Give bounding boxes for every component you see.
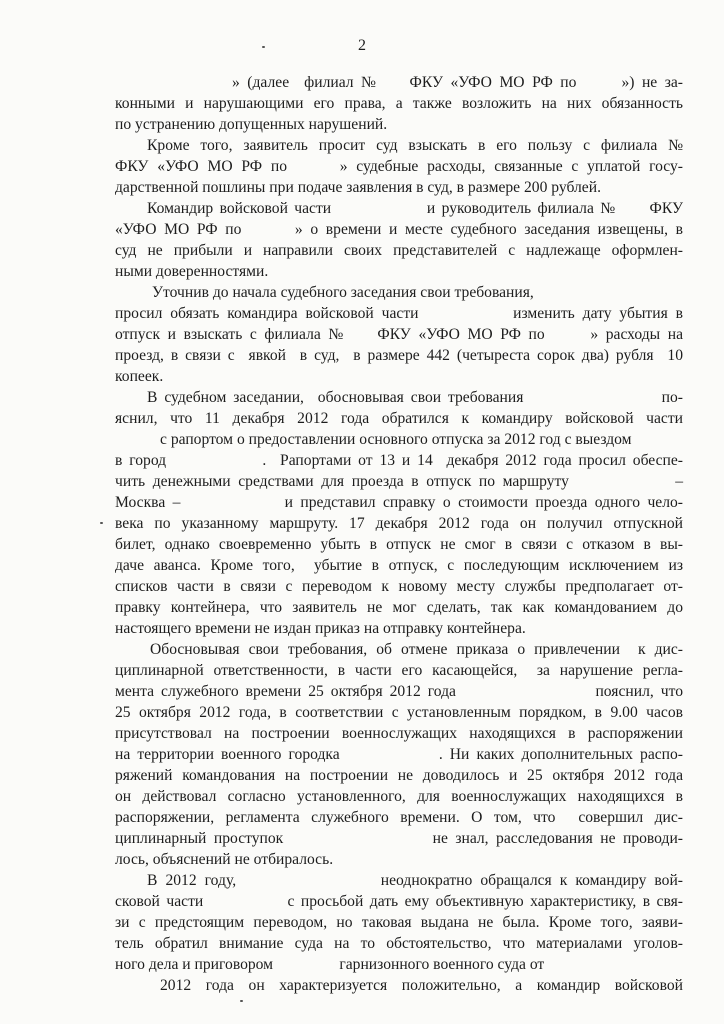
text-line: зи с предстоящим переводом, но таковая выдана не была. Кроме того, заяви- [115,914,683,931]
text-line: с рапортом о предоставлении основного отпуска за 2012 год с выездом [160,431,632,448]
text-line: настоящего времени не издан приказ на отправку контейнера. [115,620,526,637]
text-line: века по указанному маршруту. 17 декабря 2012 года он получил отпускной [115,515,683,532]
page-number: 2 [358,37,366,54]
text-line: присутствовал на построении военнослужащих находящихся в распоряжении [115,725,683,742]
text-line: В судебном заседании, обосновывая свои требования по- [147,389,683,406]
text-line: сковой части с просьбой дать ему объективную характеристику, в свя- [115,893,683,910]
text-line: списков части в связи с переводом к новому месту службы предполагает от- [115,578,683,595]
text-line: «УФО МО РФ по » о времени и месте судебного заседания извещены, в [115,221,683,238]
text-line: на территории военного городка . Ни каких дополнительных распо- [115,746,683,763]
text-line: билет, однако своевременно убыть в отпуск не смог в связи с отказом в вы- [115,536,683,553]
scan-speck [100,522,103,524]
text-line: проезд, в связи с явкой в суд, в размере 442 (четыреста сорок два) рубля 10 [115,347,683,364]
text-line: отпуск и взыскать с филиала № ФКУ «УФО МО РФ по » расходы на [115,326,683,343]
text-line: чить денежными средствами для проезда в отпуск по маршруту – [115,473,683,490]
scan-speck [240,1000,243,1002]
text-line: 2012 года он характеризуется положительно, а командир войсковой [160,977,683,994]
text-line: лось, объяснений не отбиралось. [115,851,334,868]
text-line: в город . Рапортами от 13 и 14 декабря 2012 года просил обеспе- [115,452,683,469]
text-line: Уточнив до начала судебного заседания свои требования, [152,284,534,301]
text-line: суд не прибыли и направили своих представителей с надлежаще оформлен- [115,242,683,259]
text-line: циплинарной ответственности, в части его касающейся, за нарушение регла- [115,662,683,679]
text-line: распоряжении, регламента служебного времени. О том, что совершил дис- [115,809,683,826]
text-line: ФКУ «УФО МО РФ по » судебные расходы, связанные с уплатой госу- [115,158,683,175]
text-line: яснил, что 11 декабря 2012 года обратился к командиру войсковой части [115,410,683,427]
text-line: Кроме того, заявитель просит суд взыскать в его пользу с филиала № [147,137,683,154]
text-line: просил обязать командира войсковой части изменить дату убытия в [115,305,683,322]
text-line: 25 октября 2012 года, в соответствии с установленным порядком, в 9.00 часов [115,704,683,721]
text-line: тель обратил внимание суда на то обстоятельство, что материалами уголов- [115,935,683,952]
text-line: » (далее филиал № ФКУ «УФО МО РФ по ») не за- [232,74,683,91]
text-line: В 2012 году, неоднократно обращался к командиру вой- [147,872,683,889]
text-line: даче аванса. Кроме того, убытие в отпуск, с последующим исключением из [115,557,683,574]
text-line: дарственной пошлины при подаче заявления в суд, в размере 200 рублей. [115,179,601,196]
text-line: Командир войсковой части и руководитель филиала № ФКУ [147,200,683,217]
text-line: конными и нарушающими его права, а также возложить на них обязанность [115,95,683,112]
text-line: ряжений командования на построении не доводилось и 25 октября 2012 года [115,767,683,784]
scan-speck [262,46,265,48]
text-line: мента служебного времени 25 октября 2012 года пояснил, что [115,683,683,700]
text-line: ного дела и приговором гарнизонного военного суда от [115,956,545,973]
text-line: Обосновывая свои требования, об отмене приказа о привлечении к дис- [150,641,683,658]
text-line: правку контейнера, что заявитель не мог сделать, так как командованием до [115,599,683,616]
text-line: он действовал согласно установленного, для военнослужащих находящихся в [115,788,683,805]
text-line: по устранению допущенных нарушений. [115,116,388,133]
text-line: ными доверенностями. [115,263,269,280]
text-line: Москва – и представил справку о стоимости проезда одного чело- [115,494,683,511]
text-line: циплинарный проступок не знал, расследования не проводи- [115,830,683,847]
text-line: копеек. [115,368,164,385]
